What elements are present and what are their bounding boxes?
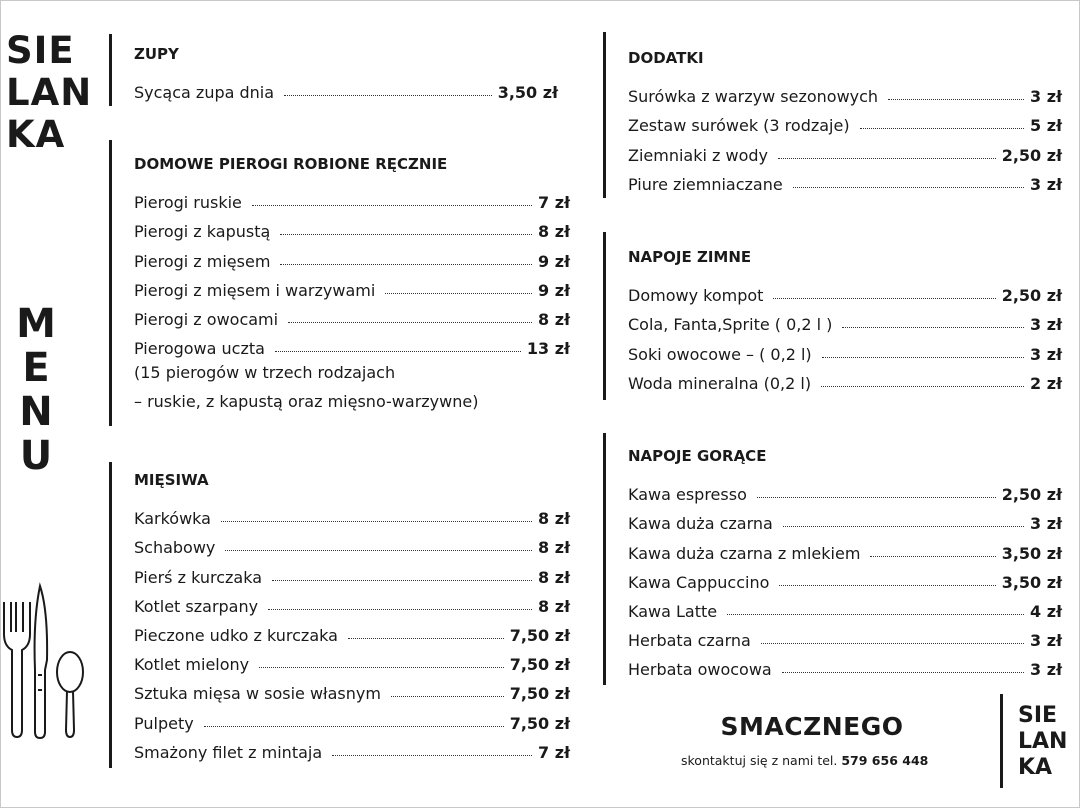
item-price: 2,50 zł xyxy=(1001,145,1062,165)
brand-line: SIE xyxy=(1018,703,1058,728)
item-price: 3 zł xyxy=(1030,87,1062,107)
menu-item xyxy=(134,271,570,300)
menu-item xyxy=(628,504,1062,533)
dot-leader xyxy=(225,550,532,551)
smacznego-heading: SMACZNEGO xyxy=(720,712,904,741)
menu-vertical-title xyxy=(14,302,58,478)
menu-item xyxy=(134,183,570,212)
item-price: 3 zł xyxy=(1030,344,1062,364)
section-pierogi xyxy=(134,154,570,416)
dot-leader xyxy=(888,99,1024,100)
divider-line xyxy=(603,32,606,198)
section-napoje-zimne xyxy=(628,247,1062,393)
item-name: Pierogi z kapustą xyxy=(134,222,271,242)
item-name: Herbata czarna xyxy=(628,631,751,651)
divider-line xyxy=(1000,694,1003,788)
dot-leader xyxy=(288,322,532,323)
section-title: NAPOJE GORĄCE xyxy=(628,447,767,465)
brand-line: LAN xyxy=(1018,729,1068,754)
item-price: 8 zł xyxy=(538,309,570,329)
dot-leader xyxy=(284,95,492,96)
item-name: Ziemniaki z wody xyxy=(628,145,769,165)
menu-item xyxy=(134,300,570,329)
item-name: Pierogi z mięsem i warzywami xyxy=(134,280,376,300)
menu-item xyxy=(628,592,1062,621)
menu-item xyxy=(628,563,1062,592)
item-price: 3,50 zł xyxy=(497,83,558,103)
item-price: 7,50 zł xyxy=(509,713,570,733)
brand-line: SIE xyxy=(6,29,75,72)
dot-leader xyxy=(391,696,504,697)
section-miesiwa xyxy=(134,470,570,762)
section-dodatki xyxy=(628,48,1062,194)
item-price: 3 zł xyxy=(1030,174,1062,194)
item-name: Zestaw surówek (3 rodzaje) xyxy=(628,116,850,136)
dot-leader xyxy=(275,351,521,352)
menu-item xyxy=(134,212,570,241)
item-price: 5 zł xyxy=(1030,116,1062,136)
dot-leader xyxy=(221,521,532,522)
item-name: Kawa duża czarna xyxy=(628,514,773,534)
divider-line xyxy=(109,140,112,426)
item-name: Kotlet szarpany xyxy=(134,596,259,616)
dot-leader xyxy=(779,585,995,586)
item-price: 8 zł xyxy=(538,538,570,558)
item-price: 3,50 zł xyxy=(1001,572,1062,592)
item-name: Kawa Cappuccino xyxy=(628,572,770,592)
dot-leader xyxy=(272,580,532,581)
item-price: 3 zł xyxy=(1030,631,1062,651)
menu-item xyxy=(628,165,1062,194)
item-name: Cola, Fanta,Sprite ( 0,2 l ) xyxy=(628,315,833,335)
dot-leader xyxy=(821,386,1024,387)
dot-leader xyxy=(782,672,1024,673)
item-price: 2 zł xyxy=(1030,373,1062,393)
item-price: 9 zł xyxy=(538,280,570,300)
item-name: Kawa espresso xyxy=(628,485,747,505)
item-name: Surówka z warzyw sezonowych xyxy=(628,87,879,107)
item-price: 9 zł xyxy=(538,251,570,271)
item-price: 2,50 zł xyxy=(1001,286,1062,306)
item-name: Karkówka xyxy=(134,509,211,529)
item-price: 3 zł xyxy=(1030,660,1062,680)
item-note: – ruskie, z kapustą oraz mięsno-warzywne) xyxy=(134,392,479,412)
menu-item xyxy=(628,334,1062,363)
item-price: 7,50 zł xyxy=(509,655,570,675)
item-price: 8 zł xyxy=(538,222,570,242)
item-name: Woda mineralna (0,2 l) xyxy=(628,373,812,393)
item-price: 4 zł xyxy=(1030,601,1062,621)
item-name: Herbata owocowa xyxy=(628,660,772,680)
item-name: Smażony filet z mintaja xyxy=(134,742,323,762)
dot-leader xyxy=(204,726,504,727)
divider-line xyxy=(109,462,112,768)
item-name: Kawa Latte xyxy=(628,601,718,621)
dot-leader xyxy=(761,643,1024,644)
item-name: Pieczone udko z kurczaka xyxy=(134,625,338,645)
item-name: Pulpety xyxy=(134,713,194,733)
brand-line: LAN xyxy=(6,71,93,114)
menu-item xyxy=(628,364,1062,393)
item-name: Kotlet mielony xyxy=(134,655,250,675)
item-price: 8 zł xyxy=(538,567,570,587)
dot-leader xyxy=(783,526,1024,527)
menu-letter: E xyxy=(22,345,50,391)
menu-item xyxy=(628,475,1062,504)
contact-text: skontaktuj się z nami tel. xyxy=(681,753,838,768)
menu-item xyxy=(628,77,1062,106)
menu-item xyxy=(134,587,570,616)
section-title: MIĘSIWA xyxy=(134,471,209,489)
menu-item xyxy=(134,329,570,358)
item-name: Domowy kompot xyxy=(628,286,764,306)
dot-leader xyxy=(259,667,504,668)
menu-item xyxy=(134,674,570,703)
dot-leader xyxy=(778,158,996,159)
item-name: Schabowy xyxy=(134,538,216,558)
brand-logo-left xyxy=(6,30,92,156)
menu-item xyxy=(628,533,1062,562)
dot-leader xyxy=(773,298,995,299)
dot-leader xyxy=(280,234,532,235)
item-name: Pierogi z owocami xyxy=(134,309,279,329)
menu-item xyxy=(134,499,570,528)
menu-item xyxy=(134,703,570,732)
item-name: Piure ziemniaczane xyxy=(628,174,783,194)
item-name: Sycąca zupa dnia xyxy=(134,83,275,103)
dot-leader xyxy=(268,609,532,610)
item-name: Soki owocowe – ( 0,2 l) xyxy=(628,344,812,364)
item-name: Pierś z kurczaka xyxy=(134,567,262,587)
item-name: Pierogi ruskie xyxy=(134,193,242,213)
menu-item xyxy=(628,106,1062,135)
menu-letter: N xyxy=(19,389,53,435)
item-price: 8 zł xyxy=(538,509,570,529)
item-name: Kawa duża czarna z mlekiem xyxy=(628,543,861,563)
dot-leader xyxy=(757,497,996,498)
item-name: Sztuka mięsa w sosie własnym xyxy=(134,684,381,704)
menu-item xyxy=(134,645,570,674)
divider-line xyxy=(603,433,606,685)
menu-item xyxy=(628,621,1062,650)
brand-logo-right xyxy=(1018,703,1067,781)
menu-item xyxy=(134,73,558,102)
menu-item xyxy=(628,276,1062,305)
menu-letter: M xyxy=(16,301,56,347)
menu-item xyxy=(134,528,570,557)
dot-leader xyxy=(860,128,1024,129)
dot-leader xyxy=(385,293,532,294)
brand-line: KA xyxy=(1018,755,1053,780)
menu-item xyxy=(134,616,570,645)
item-price: 3 zł xyxy=(1030,315,1062,335)
item-price: 7,50 zł xyxy=(509,684,570,704)
dot-leader xyxy=(348,638,504,639)
item-price: 7 zł xyxy=(538,193,570,213)
section-title: DOMOWE PIEROGI ROBIONE RĘCZNIE xyxy=(134,155,448,173)
contact-line xyxy=(681,753,928,768)
menu-item xyxy=(628,305,1062,334)
item-name: Pierogowa uczta xyxy=(134,339,265,359)
dot-leader xyxy=(280,264,532,265)
item-price: 3,50 zł xyxy=(1001,543,1062,563)
cutlery-icon xyxy=(0,580,90,740)
section-napoje-gorace xyxy=(628,446,1062,679)
dot-leader xyxy=(793,187,1024,188)
item-price: 2,50 zł xyxy=(1001,485,1062,505)
divider-line xyxy=(603,232,606,400)
dot-leader xyxy=(727,614,1024,615)
dot-leader xyxy=(842,327,1024,328)
item-price: 3 zł xyxy=(1030,514,1062,534)
divider-line xyxy=(109,34,112,106)
section-title: ZUPY xyxy=(134,45,179,63)
item-note: (15 pierogów w trzech rodzajach xyxy=(134,363,396,383)
section-title: DODATKI xyxy=(628,49,704,67)
dot-leader xyxy=(870,556,995,557)
menu-item xyxy=(134,733,570,762)
section-title: NAPOJE ZIMNE xyxy=(628,248,752,266)
menu-item xyxy=(134,241,570,270)
dot-leader xyxy=(822,357,1024,358)
menu-item xyxy=(628,135,1062,164)
item-price: 7 zł xyxy=(538,742,570,762)
menu-item xyxy=(134,557,570,586)
item-price: 8 zł xyxy=(538,596,570,616)
section-zupy xyxy=(134,44,558,102)
phone-number: 579 656 448 xyxy=(841,753,929,768)
menu-item xyxy=(628,650,1062,679)
item-price: 7,50 zł xyxy=(509,625,570,645)
menu-letter: U xyxy=(19,433,53,479)
item-name: Pierogi z mięsem xyxy=(134,251,271,271)
brand-line: KA xyxy=(6,113,66,156)
dot-leader xyxy=(252,205,532,206)
dot-leader xyxy=(332,755,532,756)
item-price: 13 zł xyxy=(526,339,570,359)
